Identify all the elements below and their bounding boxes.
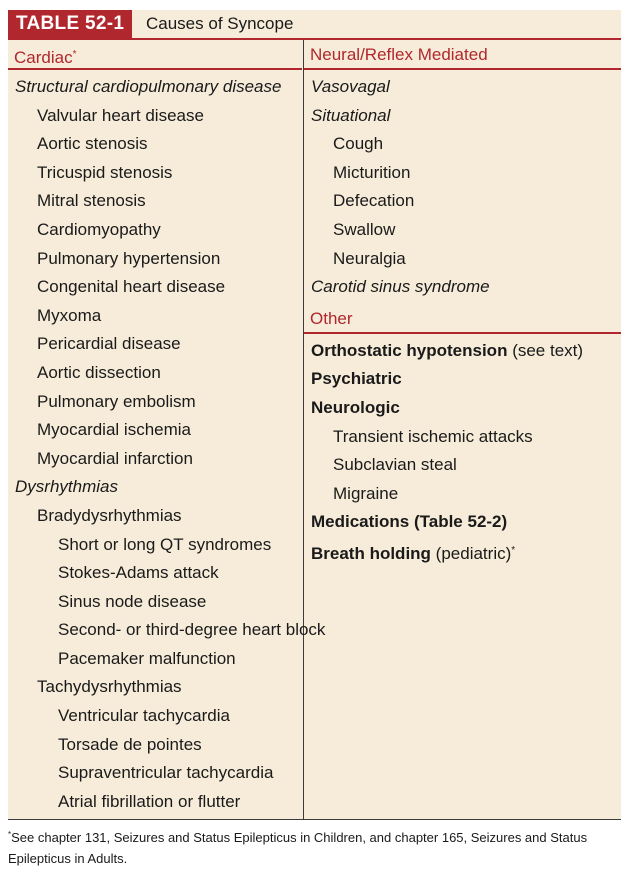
list-item	[8, 245, 302, 274]
list-item	[304, 423, 621, 452]
list-item-label: Congenital heart disease	[37, 277, 226, 297]
list-item	[8, 559, 302, 588]
list-item-label: Pulmonary hypertension	[37, 248, 221, 268]
list-item	[8, 130, 302, 159]
list-item-label: Cardiomyopathy	[37, 219, 161, 239]
list-item	[8, 731, 302, 760]
list-item	[8, 359, 302, 388]
list-item-label: Myocardial ischemia	[37, 420, 191, 440]
list-item	[304, 245, 621, 274]
cardiac-column	[8, 40, 326, 816]
list-item	[304, 216, 621, 245]
list-item-label: Pulmonary embolism	[37, 391, 196, 411]
list-item	[8, 388, 302, 417]
list-item	[8, 73, 302, 102]
cardiac-header	[8, 40, 302, 70]
list-item-label: Orthostatic hypotension	[311, 340, 508, 360]
footnote-text: See chapter 131, Seizures and Status Epilepticus in Children, and chapter 165, Seizures and Status Epilepticus in Adults.	[8, 830, 588, 866]
list-item	[8, 273, 302, 302]
list-item	[8, 330, 302, 359]
list-item	[304, 537, 621, 566]
list-item	[8, 187, 302, 216]
list-item	[8, 531, 302, 560]
other-list	[304, 337, 621, 566]
list-item	[304, 451, 621, 480]
list-item-label: Bradydysrhythmias	[37, 505, 182, 525]
list-item-label: Torsade de pointes	[58, 734, 202, 754]
list-item	[8, 502, 302, 531]
list-item	[8, 673, 302, 702]
cardiac-header-footnote-mark: *	[72, 49, 77, 60]
list-item-label: Pacemaker malfunction	[58, 648, 236, 668]
list-item-note: (pediatric)	[430, 543, 512, 563]
list-item-label: Vasovagal	[311, 77, 390, 96]
list-item-label: Carotid sinus syndrome	[311, 277, 490, 297]
list-item-label: Cough	[333, 134, 384, 154]
list-item-label: Swallow	[333, 219, 396, 239]
table-number-tag: TABLE 52-1	[8, 10, 132, 38]
syncope-table-document	[8, 10, 621, 820]
list-item	[8, 159, 302, 188]
list-item-note: (see text)	[507, 340, 584, 360]
list-item	[304, 73, 621, 102]
list-item	[304, 187, 621, 216]
list-item-label: Transient ischemic attacks	[333, 426, 533, 446]
list-item-label: Pericardial disease	[37, 334, 181, 354]
list-item-label: Micturition	[333, 162, 411, 182]
list-item	[8, 645, 302, 674]
list-item	[8, 588, 302, 617]
list-item-label: Stokes-Adams attack	[58, 563, 219, 583]
list-item-label: Defecation	[333, 191, 415, 211]
list-item	[304, 337, 621, 366]
list-item-label: Aortic dissection	[37, 362, 161, 382]
list-item-label: Neurologic	[311, 397, 400, 417]
list-item	[8, 759, 302, 788]
list-item-label: Tachydysrhythmias	[37, 677, 182, 697]
list-item-label: Medications (Table 52-2)	[311, 512, 508, 532]
list-item-label: Myxoma	[37, 305, 102, 325]
list-item-label: Aortic stenosis	[37, 134, 148, 154]
list-item-label: Valvular heart disease	[37, 105, 204, 125]
list-item	[304, 365, 621, 394]
neural-list	[304, 73, 621, 302]
list-item	[8, 216, 302, 245]
footnote	[8, 824, 608, 869]
list-item	[8, 788, 302, 817]
list-item	[8, 702, 302, 731]
list-item-label: Second- or third-degree heart block	[58, 620, 326, 640]
list-item	[304, 273, 621, 302]
list-item-footnote-mark: *	[511, 544, 516, 556]
list-item-label: Subclavian steal	[333, 455, 457, 475]
list-item-label: Neuralgia	[333, 248, 406, 268]
list-item	[304, 130, 621, 159]
list-item-label: Psychiatric	[311, 369, 402, 389]
list-item	[304, 159, 621, 188]
list-item-label: Tricuspid stenosis	[37, 162, 173, 182]
list-item-label: Short or long QT syndromes	[58, 534, 272, 554]
list-item	[8, 445, 302, 474]
list-item-label: Dysrhythmias	[15, 477, 118, 497]
list-item-label: Myocardial infarction	[37, 448, 193, 468]
list-item-label: Situational	[311, 105, 391, 125]
list-item-label: Mitral stenosis	[37, 191, 146, 211]
list-item-label: Atrial fibrillation or flutter	[58, 791, 241, 811]
other-header: Other	[304, 304, 621, 334]
list-item-label: Ventricular tachycardia	[58, 706, 230, 726]
causes-table	[8, 38, 621, 820]
list-item	[304, 508, 621, 537]
cardiac-list	[8, 73, 326, 816]
list-item	[304, 102, 621, 131]
list-item-label: Structural cardiopulmonary disease	[15, 77, 282, 96]
list-item	[304, 480, 621, 509]
table-title-bar	[8, 10, 621, 38]
list-item	[8, 616, 326, 645]
neural-header: Neural/Reflex Mediated	[304, 40, 621, 70]
list-item-label: Supraventricular tachycardia	[58, 763, 274, 783]
list-item	[8, 416, 302, 445]
list-item	[8, 102, 302, 131]
right-column	[304, 40, 621, 566]
list-item-label: Sinus node disease	[58, 591, 207, 611]
list-item-label: Migraine	[333, 483, 399, 503]
list-item-label: Breath holding	[311, 543, 431, 563]
cardiac-header-label: Cardiac	[14, 48, 73, 67]
table-caption: Causes of Syncope	[146, 14, 294, 33]
list-item	[8, 473, 302, 502]
list-item	[8, 302, 302, 331]
footnote-mark: *	[8, 830, 12, 839]
list-item	[304, 394, 621, 423]
